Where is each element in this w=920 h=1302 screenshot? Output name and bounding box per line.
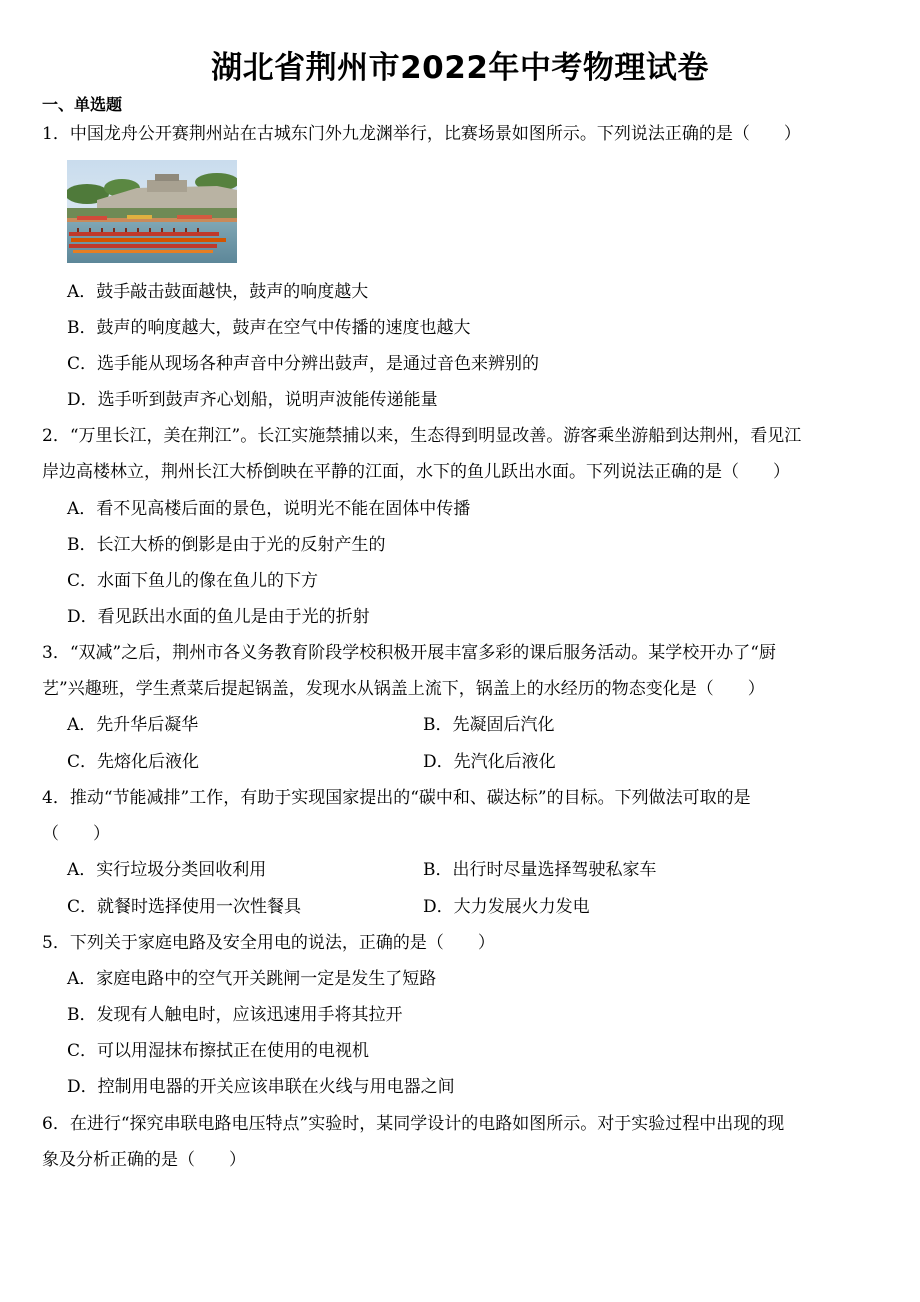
question-5-option-d: D．控制用电器的开关应该串联在火线与用电器之间 [67,1077,455,1097]
question-5-option-c: C．可以用湿抹布擦拭正在使用的电视机 [67,1041,370,1061]
section-heading: 一、单选题 [42,95,123,114]
question-1-option-d: D．选手听到鼓声齐心划船，说明声波能传递能量 [67,390,438,410]
exam-title: 湖北省荆州市2022年中考物理试卷 [211,50,709,86]
dragon-boat-race-image [67,160,237,263]
question-4-option-c: C．就餐时选择使用一次性餐具 [67,897,302,917]
question-3-stem-line-2: 艺”兴趣班，学生煮菜后提起锅盖，发现水从锅盖上流下，锅盖上的水经历的物态变化是（ ） [42,679,765,699]
question-3-option-d: D．先汽化后液化 [423,752,556,772]
question-2-stem-line-2: 岸边高楼林立，荆州长江大桥倒映在平静的江面，水下的鱼儿跃出水面。下列说法正确的是（ ） [42,462,790,482]
question-2-option-c: C．水面下鱼儿的像在鱼儿的下方 [67,571,319,591]
question-6-stem-line-1: 6．在进行“探究串联电路电压特点”实验时，某同学设计的电路如图所示。对于实验过程中出现的现 [42,1114,785,1134]
question-4-stem-line-1: 4．推动“节能减排”工作，有助于实现国家提出的“碳中和、碳达标”的目标。下列做法可取的是 [42,788,751,808]
question-1-option-b: B．鼓声的响度越大，鼓声在空气中传播的速度也越大 [67,318,471,338]
question-4-option-a: A．实行垃圾分类回收利用 [67,860,267,880]
question-6-stem-line-2: 象及分析正确的是（ ） [42,1150,246,1170]
question-4-option-b: B．出行时尽量选择驾驶私家车 [423,860,657,880]
question-5-option-a: A．家庭电路中的空气开关跳闸一定是发生了短路 [67,969,437,989]
question-4-option-d: D．大力发展火力发电 [423,897,590,917]
question-2-option-a: A．看不见高楼后面的景色，说明光不能在固体中传播 [67,499,471,519]
question-3-option-a: A．先升华后凝华 [67,715,199,735]
dragon-boat-photo [67,160,237,263]
question-2-option-d: D．看见跃出水面的鱼儿是由于光的折射 [67,607,370,627]
question-1-stem: 1．中国龙舟公开赛荆州站在古城东门外九龙渊举行，比赛场景如图所示。下列说法正确的是（ ） [42,124,801,144]
question-3-option-c: C．先熔化后液化 [67,752,200,772]
question-5-option-b: B．发现有人触电时，应该迅速用手将其拉开 [67,1005,403,1025]
question-3-option-b: B．先凝固后汽化 [423,715,555,735]
question-4-stem-line-2: （ ） [42,824,110,844]
question-1-option-a: A．鼓手敲击鼓面越快，鼓声的响度越大 [67,282,369,302]
question-5-stem: 5．下列关于家庭电路及安全用电的说法，正确的是（ ） [42,933,495,953]
question-1-option-c: C．选手能从现场各种声音中分辨出鼓声，是通过音色来辨别的 [67,354,540,374]
question-2-option-b: B．长江大桥的倒影是由于光的反射产生的 [67,535,386,555]
question-2-stem-line-1: 2．“万里长江，美在荆江”。长江实施禁捕以来，生态得到明显改善。游客乘坐游船到达荆州，看见江 [42,426,802,446]
question-3-stem-line-1: 3．“双减”之后，荆州市各义务教育阶段学校积极开展丰富多彩的课后服务活动。某学校开办了“厨 [42,643,776,663]
